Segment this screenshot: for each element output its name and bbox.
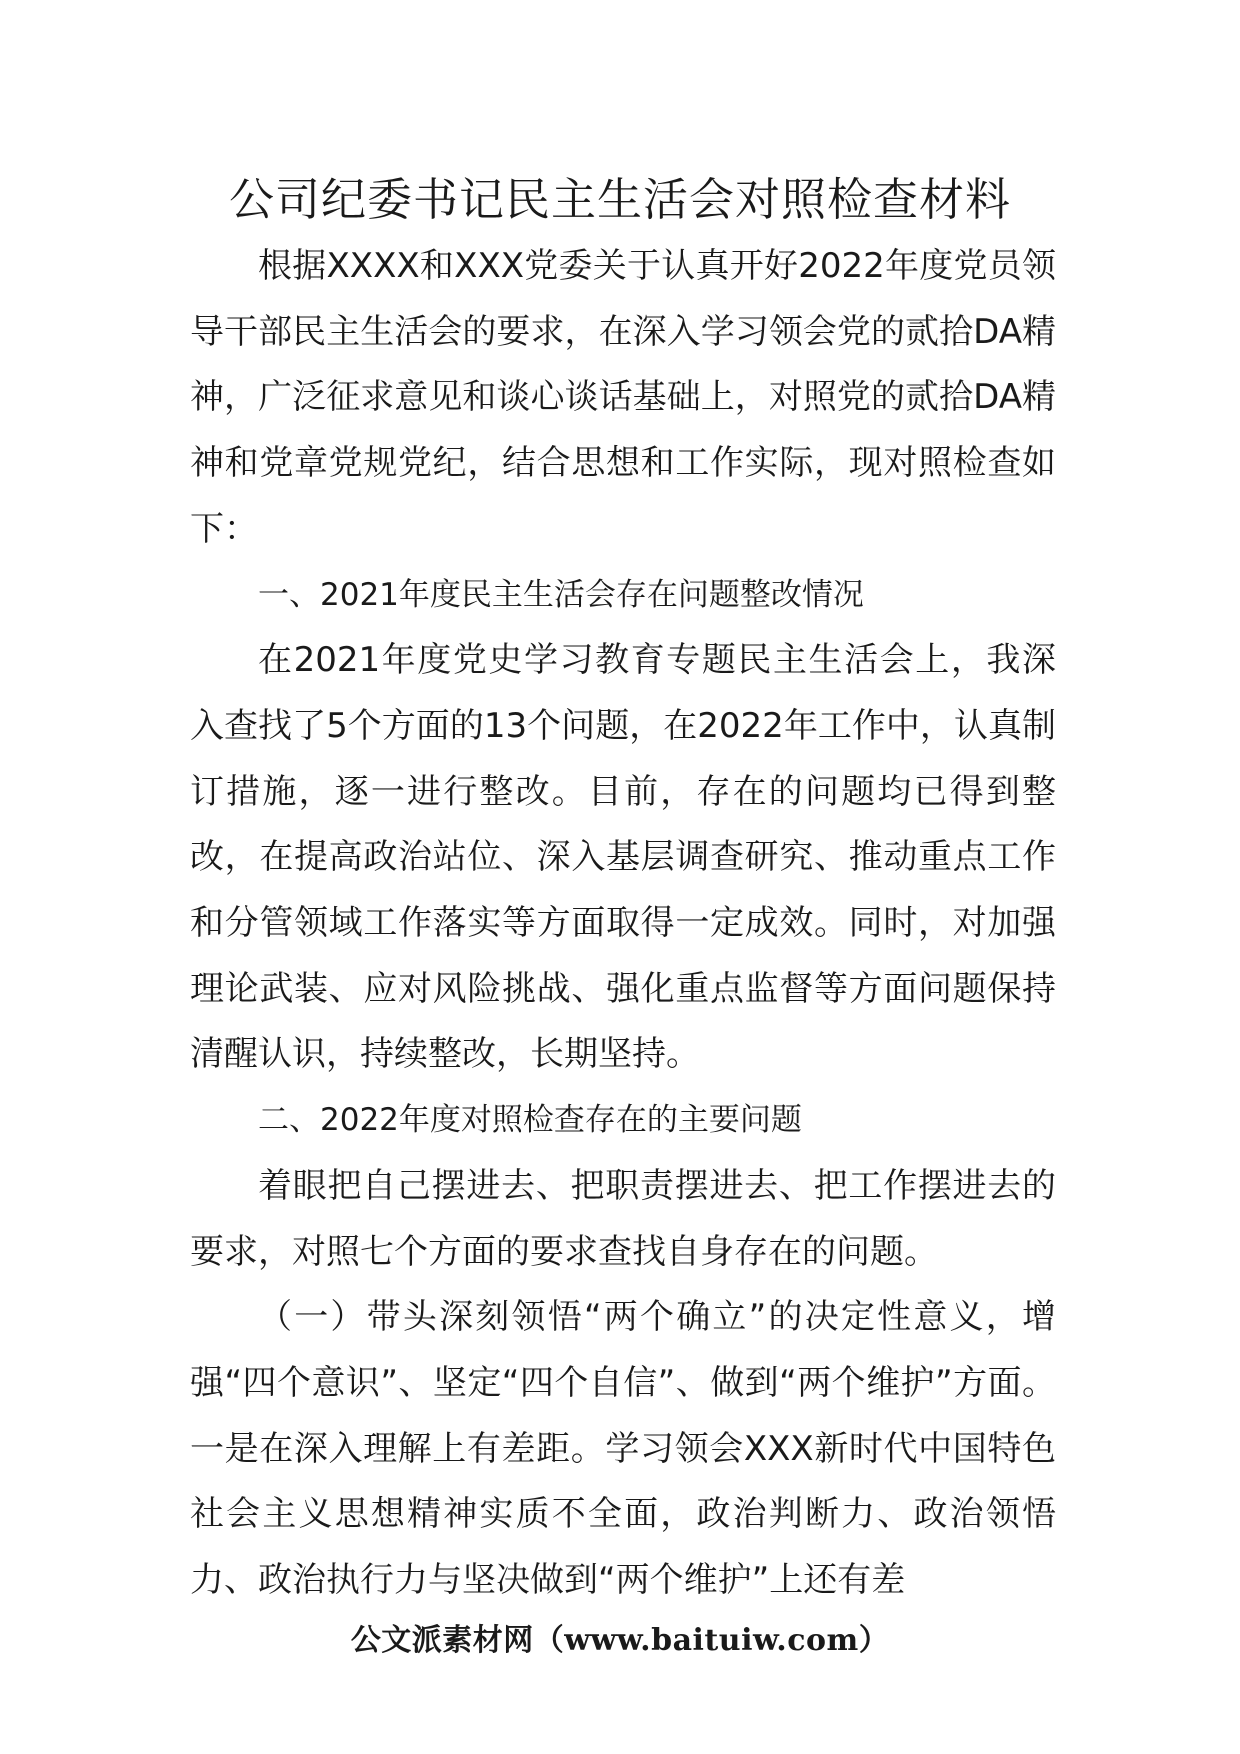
document-body bbox=[190, 234, 1056, 1614]
section-heading-1: 一、2021年度民主生活会存在问题整改情况 bbox=[258, 576, 864, 613]
section-2-paragraph: 着眼把自己摆进去、把职责摆进去、把工作摆进去的要求，对照七个方面的要求查找自身存在的问题。 bbox=[190, 1165, 1056, 1272]
section-1-paragraph: 在2021年度党史学习教育专题民主生活会上，我深入查找了5个方面的13个问题，在2022年工作中，认真制订措施，逐一进行整改。目前，存在的问题均已得到整改，在提高政治站位、深入基层调查研究、推动重点工作和分管领域工作落实等方面取得一定成效。同时，对加强理论武装、应对风险挑战、强化重点监督等方面问题保持清醒认识，持续整改，长期坚持。 bbox=[190, 640, 1056, 1075]
footer-watermark: 公文派素材网（www.baituiw.com） bbox=[350, 1623, 890, 1658]
intro-paragraph: 根据XXXX和XXX党委关于认真开好2022年度党员领导干部民主生活会的要求，在深入学习领会党的贰拾DA精神，广泛征求意见和谈心谈话基础上，对照党的贰拾DA精神和党章党规党纪，结合思想和工作实际，现对照检查如下： bbox=[190, 246, 1056, 549]
section-heading-2: 二、2022年度对照检查存在的主要问题 bbox=[258, 1102, 802, 1139]
subsection-1-paragraph: （一）带头深刻领悟“两个确立”的决定性意义，增强“四个意识”、坚定“四个自信”、做到“两个维护”方面。一是在深入理解上有差距。学习领会XXX新时代中国特色社会主义思想精神实质不全面，政治判断力、政治领悟力、政治执行力与坚决做到“两个维护”上还有差 bbox=[190, 1297, 1056, 1601]
document-title: 公司纪委书记民主生活会对照检查材料 bbox=[228, 173, 1011, 226]
